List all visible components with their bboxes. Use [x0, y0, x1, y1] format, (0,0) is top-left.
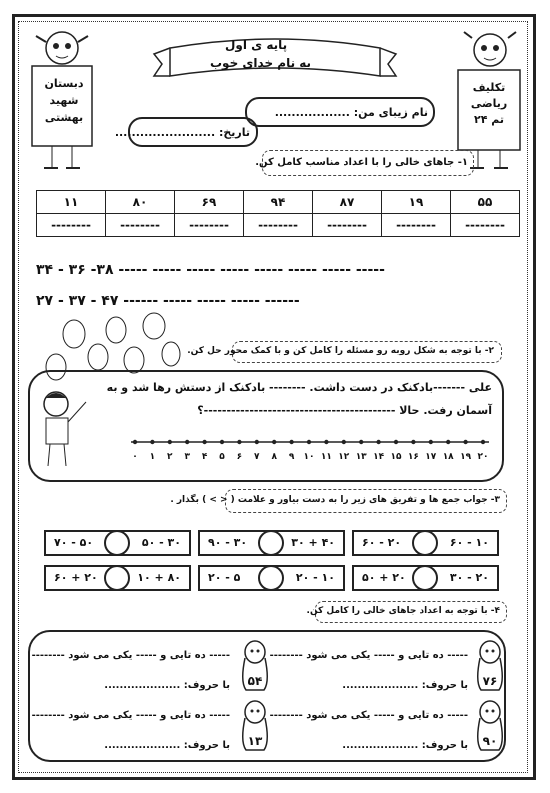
number-line-tick [411, 440, 415, 444]
assignment-line: تکلیف [472, 81, 506, 94]
table-cell: ۱۹ [382, 191, 451, 214]
number-line-tick [150, 440, 154, 444]
q4-instruction: ۴- با توجه به اعداد جاهای خالی را کامل کن. [306, 606, 500, 616]
in-letters-line[interactable]: با حروف: .................... [342, 740, 468, 751]
number-line-label: ۱۱ [320, 452, 332, 462]
sequence-2[interactable]: ۲۷ - ۳۷ - ۴۷ ------ ----- ----- ----- ------ [36, 293, 300, 309]
expression-right: ۳۰ + ۴۰ [291, 536, 335, 549]
number-line-label: ۳ [184, 452, 190, 462]
number-line-label: ۱۵ [390, 452, 402, 462]
q1-instruction: ۱- جاهای خالی را با اعداد مناسب کامل کن. [255, 157, 468, 168]
number-line-tick [289, 440, 293, 444]
number-line-tick [202, 440, 206, 444]
number-line-tick [307, 440, 311, 444]
number-line-label: ۲ [167, 452, 173, 462]
number-line-tick [255, 440, 259, 444]
number-line-tick [185, 440, 189, 444]
q3-instruction: ۳- جواب جمع ها و تفریق های زیر را به دست بیاور و علامت ( < > ) بگذار . [170, 495, 500, 505]
tens-ones-line[interactable]: ----- ده تایی و ----- یکی می شود -------- [31, 650, 230, 661]
table-cell: ۵۵ [451, 191, 520, 214]
number-line-label: ۸ [271, 452, 277, 462]
number-line-tick [133, 440, 137, 444]
expression-left: ۶۰ + ۲۰ [54, 571, 98, 584]
number-line-label: ۱۲ [338, 452, 350, 462]
expression-left: ۷۰ - ۵۰ [54, 536, 94, 549]
number-line-tick [168, 440, 172, 444]
comparison-box [352, 565, 499, 591]
number-line-tick [446, 440, 450, 444]
school-line: بهشتی [44, 111, 84, 124]
blank-cell[interactable]: -------- [313, 214, 382, 237]
doll-number: ۵۴ [247, 674, 263, 688]
tens-ones-line[interactable]: ----- ده تایی و ----- یکی می شود -------- [31, 710, 230, 721]
number-line-label: ۴ [201, 452, 208, 462]
expression-left: ۶۰ - ۲۰ [362, 536, 402, 549]
blank-cell[interactable]: -------- [382, 214, 451, 237]
number-line-tick [237, 440, 241, 444]
name-field[interactable]: نام زیبای من: .................. [274, 106, 428, 119]
number-line [125, 434, 495, 450]
in-letters-line[interactable]: با حروف: .................... [342, 680, 468, 691]
comparison-box [44, 530, 191, 556]
expression-right: ۳۰ - ۲۰ [449, 571, 489, 584]
number-line-label: ۱۴ [373, 452, 385, 462]
sequence-1[interactable]: ۳۴ - ۳۶ -۳۸ ----- ----- ----- ----- ----- ----- ----- ----- [36, 262, 385, 278]
school-line: دبستان [44, 77, 84, 90]
comparison-box [352, 530, 499, 556]
table-cell: ۱۱ [37, 191, 106, 214]
blank-cell[interactable]: -------- [37, 214, 106, 237]
expression-right: ۲۰ - ۱۰ [295, 571, 335, 584]
compare-circle[interactable] [412, 530, 438, 556]
expression-right: ۶۰ - ۱۰ [449, 536, 489, 549]
number-line-label: ۱۳ [355, 452, 367, 462]
expression-right: ۱۰ + ۸۰ [137, 571, 181, 584]
number-line-label: ۱۸ [442, 452, 454, 462]
number-line-tick [376, 440, 380, 444]
number-line-tick [220, 440, 224, 444]
in-letters-line[interactable]: با حروف: .................... [104, 740, 230, 751]
q2-instruction: ۲- با توجه به شکل روبه رو مسئله را کامل کن و با کمک محور حل کن. [187, 346, 494, 356]
comparison-box [44, 565, 191, 591]
expression-right: ۵۰ - ۳۰ [141, 536, 181, 549]
doll-number: ۱۳ [247, 734, 263, 748]
number-line-label: ۹ [288, 452, 295, 462]
table-cell: ۸۷ [313, 191, 382, 214]
assignment-sign [463, 80, 515, 128]
boy-with-balloons-icon [34, 388, 94, 473]
expression-left: ۹۰ - ۳۰ [208, 536, 248, 549]
tens-ones-line[interactable]: ----- ده تایی و ----- یکی می شود -------- [269, 710, 468, 721]
story-line-1[interactable]: علی -------بادکنک در دست داشت. -------- بادکنک از دستش رها شد و به [106, 381, 492, 394]
school-sign [42, 75, 86, 126]
number-line-label: ۱۷ [425, 452, 437, 462]
compare-circle[interactable] [104, 530, 130, 556]
number-line-tick [481, 440, 485, 444]
story-line-2[interactable]: آسمان رفت. حالا ------------------------------------------؟ [197, 404, 492, 417]
number-line-label: ۱۰ [303, 452, 315, 462]
table-cell: ۶۹ [175, 191, 244, 214]
table-cell: ۸۰ [106, 191, 175, 214]
number-line-tick [394, 440, 398, 444]
table-row [37, 191, 520, 214]
blank-cell[interactable]: -------- [175, 214, 244, 237]
number-line-tick [359, 440, 363, 444]
number-line-labels [125, 452, 495, 466]
blank-cell[interactable]: -------- [244, 214, 313, 237]
number-line-label: ۱۶ [407, 452, 419, 462]
assignment-line: ریاضی [470, 97, 508, 110]
number-line-label: ۵ [219, 452, 225, 462]
number-line-label: ۰ [132, 452, 138, 462]
q1-number-table [36, 190, 520, 237]
table-cell: ۹۴ [244, 191, 313, 214]
compare-circle[interactable] [104, 565, 130, 591]
compare-circle[interactable] [258, 565, 284, 591]
number-line-label: ۱ [149, 452, 156, 462]
doll-number: ۷۶ [482, 674, 498, 688]
in-letters-line[interactable]: با حروف: .................... [104, 680, 230, 691]
number-line-label: ۲۰ [477, 452, 489, 462]
tens-ones-line[interactable]: ----- ده تایی و ----- یکی می شود -------- [269, 650, 468, 661]
number-line-tick [429, 440, 433, 444]
blank-cell[interactable]: -------- [451, 214, 520, 237]
number-line-tick [463, 440, 467, 444]
table-row [37, 214, 520, 237]
number-line-label: ۷ [254, 452, 260, 462]
comparison-box [198, 565, 345, 591]
grade-title: پایه ی اول [225, 38, 288, 52]
basmala: به نام خدای خوب [210, 56, 312, 70]
expression-left: ۲۰ - ۵ [208, 571, 241, 584]
compare-circle[interactable] [412, 565, 438, 591]
assignment-line: تم ۲۴ [473, 113, 505, 126]
school-line: شهید [49, 94, 79, 107]
date-field[interactable]: تاریخ: ........................ [114, 126, 250, 139]
number-line-tick [272, 440, 276, 444]
doll-number: ۹۰ [482, 734, 498, 748]
blank-cell[interactable]: -------- [106, 214, 175, 237]
number-line-tick [324, 440, 328, 444]
expression-left: ۵۰ + ۲۰ [362, 571, 406, 584]
number-line-label: ۱۹ [460, 452, 472, 462]
number-line-tick [342, 440, 346, 444]
number-line-label: ۶ [236, 452, 243, 462]
comparison-box [198, 530, 345, 556]
compare-circle[interactable] [258, 530, 284, 556]
